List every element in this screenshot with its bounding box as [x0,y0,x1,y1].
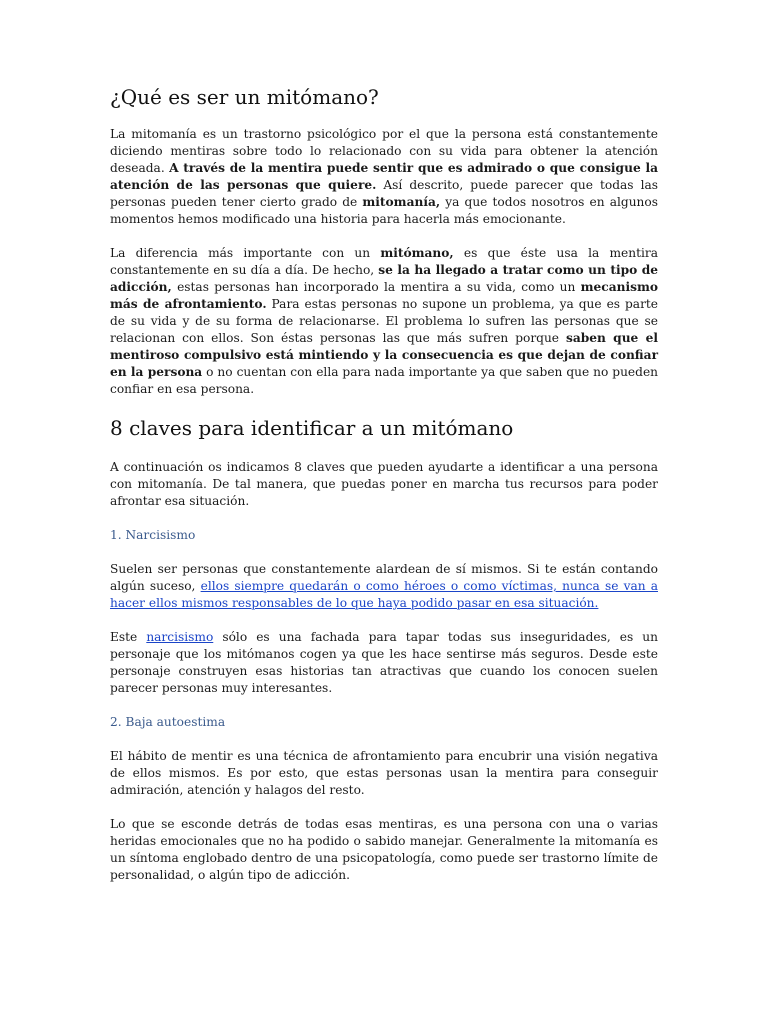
text-span: La diferencia más importante con un [110,246,381,260]
link-narcisismo[interactable]: narcisismo [146,630,214,644]
text-span: Para estas personas no supone un problema, ya que es parte de su vida y de su forma de relacionarse. El problema lo sufren las personas que se relacionan con ellos. Son éstas personas las que más sufren porque [110,297,658,345]
text-span: estas personas han incorporado la mentira a su vida, como un [171,280,581,294]
paragraph-diferencia [110,245,658,398]
subheading-baja-autoestima: 2. Baja autoestima [110,715,226,729]
subheading-narcisismo: 1. Narcisismo [110,528,196,542]
heading-que-es-mitomano: ¿Qué es ser un mitómano? [110,85,379,109]
link-heroes-victimas[interactable]: ellos siempre quedarán o como héroes o como víctimas, nunca se van a hacer ellos mismos responsables de lo que haya podido pasar en esa situación. [110,579,658,610]
paragraph-intro-claves: A continuación os indicamos 8 claves que pueden ayudarte a identificar a una persona con mitomanía. De tal manera, que puedas poner en marcha tus recursos para poder afrontar esa situación. [110,460,658,508]
paragraph-autoestima-2: Lo que se esconde detrás de todas esas mentiras, es una persona con una o varias heridas emocionales que no ha podido o sabido manejar. Generalmente la mitomanía es un síntoma englobado dentro de una psicopatología, como puede ser trastorno límite de personalidad, o algún tipo de adicción. [110,817,658,882]
bold-span: A través de la mentira puede sentir que es admirado o que consigue la atención de las personas que quiere. [110,161,658,192]
bold-span: se la ha llegado a tratar como un tipo de adicción, [110,263,658,294]
bold-span: mitómano, [380,246,454,260]
text-span: Este [110,630,147,644]
text-span: o no cuentan con ella para nada importante ya que saben que no pueden confiar en esa persona. [110,365,659,396]
paragraph-narcisismo-1 [110,561,658,612]
paragraph-narcisismo-2 [110,629,658,697]
paragraph-autoestima-1: El hábito de mentir es una técnica de afrontamiento para encubrir una visión negativa de ellos mismos. Es por esto, que estas personas usan la mentira para conseguir admiración, atención y halagos del resto. [110,749,658,797]
heading-8-claves: 8 claves para identificar a un mitómano [110,416,514,440]
text-span: es que éste usa la mentira constantemente en su día a día. De hecho, [110,246,658,277]
bold-span: saben que el mentiroso compulsivo está mintiendo y la consecuencia es que dejan de confiar en la persona [110,331,659,379]
bold-span: mecanismo más de afrontamiento. [110,280,658,311]
text-span: sólo es una fachada para tapar todas sus inseguridades, es un personaje que los mitómanos cogen ya que les hace sentirse más seguros. Desde este personaje construyen esas historias tan atractivas que cuando los conocen suelen parecer personas muy interesantes. [110,630,658,695]
text-span: La mitomanía es un trastorno psicológico por el que la persona está constantemente diciendo mentiras sobre todo lo relacionado con su vida para obtener la atención deseada. [110,127,658,175]
text-span: Suelen ser personas que constantemente alardean de sí mismos. Si te están contando algún suceso, [110,562,658,593]
text-span: ya que todos nosotros en algunos momentos hemos modificado una historia para hacerla más emocionante. [110,195,658,226]
document-page [110,84,658,901]
text-span: Así descrito, puede parecer que todas las personas pueden tener cierto grado de [110,178,658,209]
paragraph-definicion [110,126,658,228]
bold-span: mitomanía, [362,195,441,209]
